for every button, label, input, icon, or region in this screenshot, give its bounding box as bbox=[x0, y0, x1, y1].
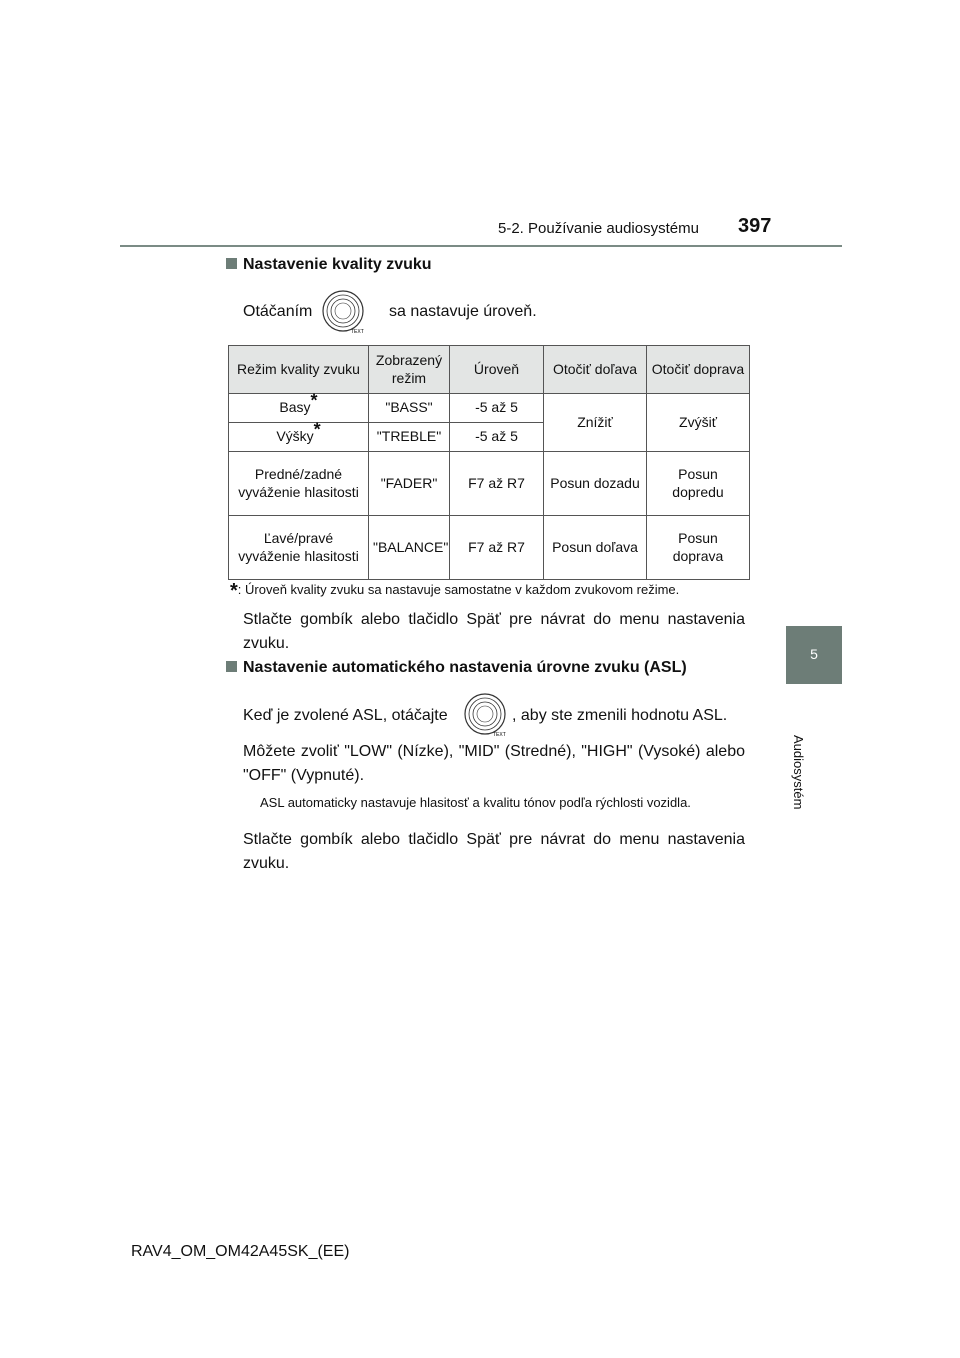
cell-right: Posun doprava bbox=[647, 516, 750, 580]
section-heading-asl bbox=[226, 659, 687, 677]
asl-note: ASL automaticky nastavuje hlasitosť a kvalitu tónov podľa rýchlosti vozidla. bbox=[260, 795, 691, 810]
svg-text:TEXT: TEXT bbox=[493, 732, 506, 738]
cell-level: -5 až 5 bbox=[450, 394, 544, 423]
heading-text: Nastavenie automatického nastavenia úrovne zvuku (ASL) bbox=[243, 659, 687, 676]
cell-display: "TREBLE" bbox=[369, 423, 450, 452]
cell-left: Posun dozadu bbox=[544, 452, 647, 516]
square-bullet-icon bbox=[226, 661, 237, 672]
cell-level: F7 až R7 bbox=[450, 452, 544, 516]
cell-right-merged: Zvýšiť bbox=[647, 394, 750, 452]
chapter-label: Audiosystém bbox=[791, 735, 806, 810]
tune-knob-icon bbox=[321, 289, 367, 335]
chapter-label-wrap bbox=[791, 735, 830, 865]
section-heading-sound-quality bbox=[226, 256, 432, 274]
cell-level: -5 až 5 bbox=[450, 423, 544, 452]
intro-text-after: sa nastavuje úroveň. bbox=[389, 303, 537, 320]
col-header-display: Zobrazený režim bbox=[369, 346, 450, 394]
cell-mode: Ľavé/pravé vyváženie hlasitosti bbox=[229, 516, 369, 580]
table-header-row bbox=[229, 346, 750, 394]
svg-text:TEXT: TEXT bbox=[351, 329, 364, 335]
tune-knob-icon bbox=[463, 692, 509, 738]
table-row bbox=[229, 394, 750, 423]
footnote bbox=[230, 580, 679, 603]
back-instruction-1: Stlačte gombík alebo tlačidlo Späť pre návrat do menu nastavenia zvuku. bbox=[243, 611, 745, 652]
cell-mode: Basy* bbox=[229, 394, 369, 423]
asl-intro-after: , aby ste zmenili hodnotu ASL. bbox=[512, 707, 728, 724]
heading-text: Nastavenie kvality zvuku bbox=[243, 256, 432, 273]
col-header-right: Otočiť doprava bbox=[647, 346, 750, 394]
cell-left-merged: Znížiť bbox=[544, 394, 647, 452]
footnote-marker: * bbox=[230, 580, 238, 602]
intro-text-before: Otáčaním bbox=[243, 303, 313, 320]
col-header-level: Úroveň bbox=[450, 346, 544, 394]
cell-left: Posun doľava bbox=[544, 516, 647, 580]
cell-mode: Výšky* bbox=[229, 423, 369, 452]
asl-options: Môžete zvoliť "LOW" (Nízke), "MID" (Stredné), "HIGH" (Vysoké) alebo "OFF" (Vypnuté). bbox=[243, 743, 745, 784]
col-header-left: Otočiť doľava bbox=[544, 346, 647, 394]
asl-intro-before: Keď je zvolené ASL, otáčajte bbox=[243, 707, 448, 724]
cell-right: Posun dopredu bbox=[647, 452, 750, 516]
col-header-mode: Režim kvality zvuku bbox=[229, 346, 369, 394]
chapter-number: 5 bbox=[810, 646, 818, 662]
cell-mode: Predné/zadné vyváženie hlasitosti bbox=[229, 452, 369, 516]
page-number: 397 bbox=[738, 215, 772, 237]
cell-level: F7 až R7 bbox=[450, 516, 544, 580]
back-instruction-2: Stlačte gombík alebo tlačidlo Späť pre návrat do menu nastavenia zvuku. bbox=[243, 831, 745, 872]
cell-display: "FADER" bbox=[369, 452, 450, 516]
table-row bbox=[229, 516, 750, 580]
document-code: RAV4_OM_OM42A45SK_(EE) bbox=[131, 1243, 350, 1260]
sound-quality-table bbox=[228, 345, 750, 580]
table-row bbox=[229, 452, 750, 516]
footnote-text: : Úroveň kvality zvuku sa nastavuje samostatne v každom zvukovom režime. bbox=[237, 582, 680, 597]
header-divider bbox=[120, 245, 842, 247]
cell-display: "BALANCE" bbox=[369, 516, 450, 580]
cell-display: "BASS" bbox=[369, 394, 450, 423]
square-bullet-icon bbox=[226, 258, 237, 269]
section-title: 5-2. Používanie audiosystému bbox=[498, 220, 699, 237]
